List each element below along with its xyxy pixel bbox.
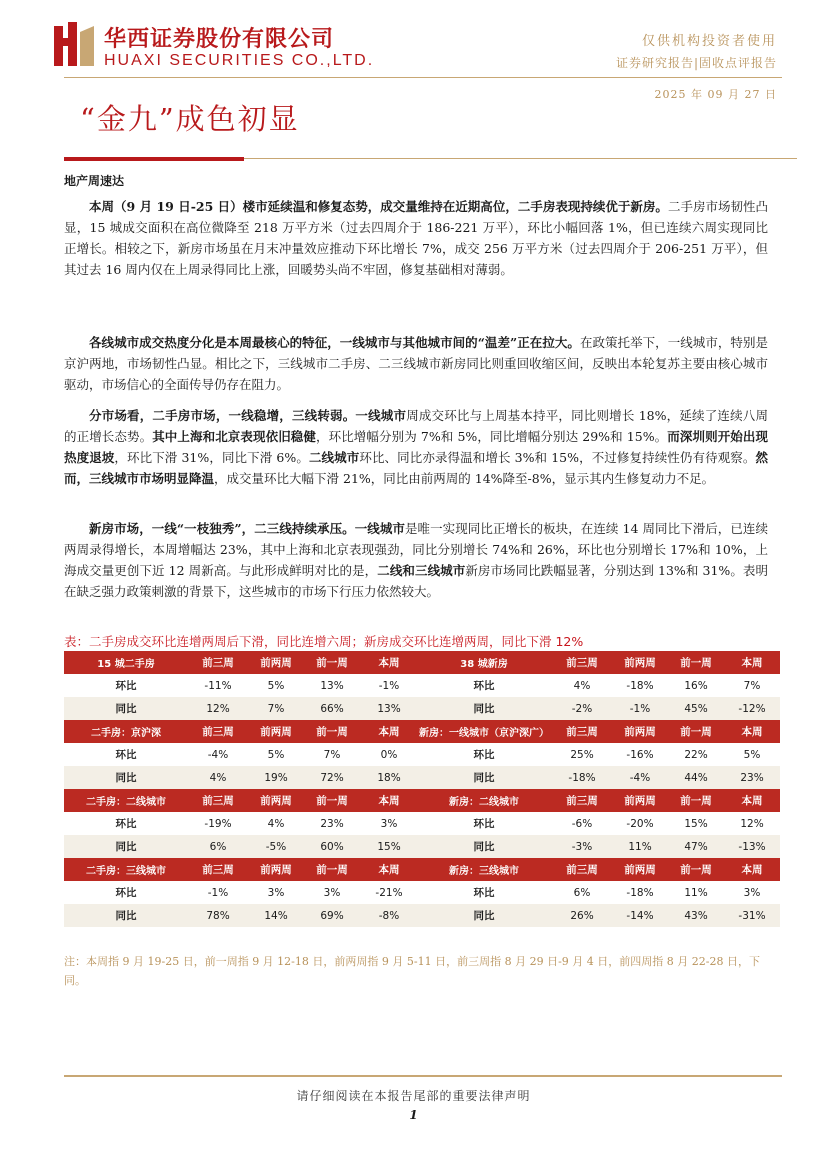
table-header-row (416, 858, 780, 881)
table-cell: 4% (267, 817, 285, 830)
table-cell: -1% (612, 697, 668, 720)
table-row (64, 766, 418, 789)
table-cell: 23% (724, 766, 780, 789)
paragraph-text-run: ，成交量环比大幅下滑 21%，同比由前两周的 14%降至-8%，显示其内生修复动力不足。 (214, 471, 715, 486)
table-header-row (64, 789, 418, 812)
table-row-label: 同比 (416, 697, 552, 720)
table-row-label: 环比 (115, 749, 137, 761)
table-header-row (64, 858, 418, 881)
paragraph-1 (64, 196, 768, 280)
table-period-header: 前两周 (612, 720, 668, 743)
table-row (64, 835, 418, 858)
paragraph-text-run: 二手房市场韧性凸显，15 城成交面积在高位微降至 218 万平方米（过去四周介于 186-221 万平），环比小幅回落 1%，但已连续六周实现同比正增长。相较之下，新房市场虽在月末冲量效应推动下环比增长 7%，成交 256 万平方米（过去四周介于 206-251 万平），但其过去 16 周内仅在上周录得同比上涨，回暖势头尚不牢固，修复基础相对薄弱。 (64, 199, 768, 277)
paragraph-text-run: 本周（9 月 19 日-25 日）楼市延续温和修复态势，成交量维持在近期高位，二手房表现持续优于新房。 (89, 199, 668, 214)
table-period-header: 本周 (360, 858, 418, 881)
company-logo (54, 22, 94, 66)
table-cell: 11% (612, 835, 668, 858)
table-period-header: 前两周 (612, 789, 668, 812)
table-cell: -4% (612, 766, 668, 789)
table-cell: 13% (320, 679, 344, 692)
table-period-header: 前三周 (188, 858, 248, 881)
table-cell: 23% (320, 817, 344, 830)
table-row-label: 环比 (473, 680, 495, 692)
table-row-label: 同比 (416, 766, 552, 789)
table-cell: 13% (360, 697, 418, 720)
table-period-header: 前一周 (304, 720, 360, 743)
table-period-header: 前三周 (188, 789, 248, 812)
table-row-label: 环比 (473, 749, 495, 761)
table-header-row (416, 720, 780, 743)
table-cell: 19% (248, 766, 304, 789)
table-row-label: 环比 (115, 887, 137, 899)
table-cell: 3% (743, 886, 761, 899)
table-cell: -5% (248, 835, 304, 858)
table-period-header: 前一周 (668, 651, 724, 674)
table-period-header: 前三周 (552, 789, 612, 812)
table-period-header: 前两周 (248, 651, 304, 674)
table-cell: -18% (552, 766, 612, 789)
table-period-header: 前三周 (552, 651, 612, 674)
table-cell: 15% (360, 835, 418, 858)
table-cell: 15% (684, 817, 708, 830)
table-cell: -14% (612, 904, 668, 927)
table-period-header: 前一周 (668, 720, 724, 743)
table-cell: -8% (360, 904, 418, 927)
second-hand-table (64, 651, 418, 927)
report-type-label: 证券研究报告|固收点评报告 (615, 56, 777, 70)
table-header-row (64, 651, 418, 674)
table-cell: 16% (684, 679, 708, 692)
report-date: 2025 年 09 月 27 日 (654, 88, 777, 101)
table-cell: -12% (724, 697, 780, 720)
company-name-en: HUAXI SECURITIES CO.,LTD. (104, 52, 375, 69)
paragraph-text-run: 环比、同比亦录得温和增长 3%和 15%，不过修复持续性仍有待观察。 (359, 450, 756, 465)
table-period-header: 本周 (724, 858, 780, 881)
table-cell: 5% (743, 748, 761, 761)
table-cell: -16% (626, 748, 654, 761)
table-row (416, 766, 780, 789)
table-cell: -31% (724, 904, 780, 927)
table-block-title: 15 城二手房 (64, 651, 188, 674)
table-cell: 4% (573, 679, 591, 692)
table-cell: -2% (552, 697, 612, 720)
table-cell: -13% (724, 835, 780, 858)
new-house-table (416, 651, 780, 927)
table-period-header: 前三周 (552, 858, 612, 881)
header-divider (64, 77, 782, 78)
table-cell: 78% (188, 904, 248, 927)
table-cell: 6% (188, 835, 248, 858)
table-cell: 7% (248, 697, 304, 720)
table-row (416, 812, 780, 835)
table-period-header: 本周 (360, 651, 418, 674)
paragraph-text-run: 周成交环比与上周基本持平，同比则增长 18%，延续了连续八周的正增长态势。 (64, 408, 768, 444)
table-cell: -4% (207, 748, 229, 761)
table-cell: 18% (360, 766, 418, 789)
table-cell: 6% (573, 886, 591, 899)
table-period-header: 本周 (724, 789, 780, 812)
table-row (416, 881, 780, 904)
table-row (416, 743, 780, 766)
table-header-row (416, 651, 780, 674)
table-row-label: 环比 (115, 818, 137, 830)
paragraph-text-run: 其中上海和北京表现依旧稳健 (152, 429, 316, 444)
table-cell: 3% (380, 817, 398, 830)
table-cell: 43% (668, 904, 724, 927)
table-block-title: 新房：二线城市 (416, 789, 552, 812)
table-cell: 45% (668, 697, 724, 720)
table-period-header: 前一周 (668, 858, 724, 881)
paragraph-text-run: ，环比下滑 31%，同比下滑 6%。 (114, 450, 309, 465)
paragraph-text-run: 二线城市 (308, 450, 360, 465)
table-period-header: 前三周 (188, 651, 248, 674)
paragraph-text-run: 各线城市成交热度分化是本周最核心的特征，一线城市与其他城市间的“温差”正在拉大。 (89, 335, 580, 350)
table-cell: -1% (378, 679, 400, 692)
audience-label: 仅供机构投资者使用 (641, 34, 777, 49)
title-accent-bar (64, 157, 244, 161)
table-cell: 22% (684, 748, 708, 761)
page-number: 1 (409, 1108, 418, 1122)
table-row-label: 环比 (473, 818, 495, 830)
paragraph-4 (64, 518, 768, 602)
table-cell: 60% (304, 835, 360, 858)
paragraph-text-run: 在政策托举下，一线城市，特别是京沪两地，市场韧性凸显。相比之下，三线城市二手房、二三线城市新房同比则重回收缩区间，反映出本轮复苏主要由核心城市驱动，市场信心的全面传导仍存在阻力。 (64, 335, 768, 392)
footer-disclaimer: 请仔细阅读在本报告尾部的重要法律声明 (296, 1089, 531, 1103)
table-cell: 7% (323, 748, 341, 761)
table-cell: -1% (207, 886, 229, 899)
table-cell: 4% (188, 766, 248, 789)
paragraph-2 (64, 332, 768, 395)
table-period-header: 本周 (724, 651, 780, 674)
table-cell: 3% (323, 886, 341, 899)
paragraph-text-run: 新房市场，一线“一枝独秀”，二三线持续承压。一线城市 (89, 521, 405, 536)
table-cell: 26% (552, 904, 612, 927)
table-header-row (416, 789, 780, 812)
paragraph-text-run: 是唯一实现同比正增长的板块，在连续 14 周同比下滑后，已连续两周录得增长，本周增幅达 23%，其中上海和北京表现强劲，同比分别增长 74%和 26%，环比也分别增长 17%和 10%，上海成交量更创下近 12 周新高。与此形成鲜明对比的是， (64, 521, 768, 578)
table-row-label: 同比 (64, 835, 188, 858)
table-period-header: 前一周 (304, 651, 360, 674)
table-row (416, 835, 780, 858)
table-cell: -18% (626, 886, 654, 899)
table-cell: 66% (304, 697, 360, 720)
table-cell: 47% (668, 835, 724, 858)
footer-divider (64, 1075, 782, 1077)
table-row-label: 环比 (473, 887, 495, 899)
table-block-title: 二手房：京沪深 (64, 720, 188, 743)
table-period-header: 前两周 (612, 858, 668, 881)
table-block-title: 二手房：二线城市 (64, 789, 188, 812)
paragraph-text-run: 分市场看，二手房市场，一线稳增，三线转弱。一线城市 (89, 408, 407, 423)
table-period-header: 前一周 (304, 858, 360, 881)
table-cell: -3% (552, 835, 612, 858)
table-cell: 25% (570, 748, 594, 761)
company-name-cn: 华西证券股份有限公司 (104, 27, 335, 52)
table-cell: -21% (375, 886, 403, 899)
table-caption: 表：二手房成交环比连增两周后下滑，同比连增六周；新房成交环比连增两周，同比下滑 12% (64, 634, 584, 649)
paragraph-text-run: 二线和三线城市 (377, 563, 466, 578)
table-block-title: 新房：三线城市 (416, 858, 552, 881)
table-period-header: 前两周 (248, 720, 304, 743)
table-period-header: 前两周 (248, 858, 304, 881)
report-title: “金九”成色初显 (80, 102, 300, 136)
table-period-header: 前两周 (248, 789, 304, 812)
table-cell: -18% (626, 679, 654, 692)
table-row (416, 697, 780, 720)
table-cell: -11% (204, 679, 232, 692)
paragraph-text-run: 而深圳则开始出现热度退坡 (64, 429, 768, 465)
table-row-label: 同比 (416, 904, 552, 927)
table-period-header: 前三周 (188, 720, 248, 743)
table-period-header: 本周 (360, 789, 418, 812)
table-header-row (64, 720, 418, 743)
table-row (64, 743, 418, 766)
table-cell: -20% (626, 817, 654, 830)
table-block-title: 38 城新房 (416, 651, 552, 674)
table-row (64, 674, 418, 697)
table-period-header: 本周 (724, 720, 780, 743)
table-cell: 7% (743, 679, 761, 692)
table-cell: 5% (267, 679, 285, 692)
table-row (416, 674, 780, 697)
table-row-label: 环比 (115, 680, 137, 692)
table-cell: 72% (304, 766, 360, 789)
table-row (64, 697, 418, 720)
table-period-header: 前一周 (304, 789, 360, 812)
paragraph-text-run: ，环比增幅分别为 7%和 5%，同比增幅分别达 29%和 15%。 (316, 429, 668, 444)
table-period-header: 前一周 (668, 789, 724, 812)
table-block-title: 新房：一线城市（京沪深广） (416, 720, 552, 743)
table-cell: 11% (684, 886, 708, 899)
table-row (64, 812, 418, 835)
table-cell: 3% (267, 886, 285, 899)
table-cell: 12% (188, 697, 248, 720)
table-period-header: 本周 (360, 720, 418, 743)
table-row-label: 同比 (416, 835, 552, 858)
paragraph-text-run: 新房市场同比跌幅显著，分别达到 13%和 31%。表明在缺乏强力政策刺激的背景下，这些城市的市场下行压力依然较大。 (64, 563, 769, 599)
table-cell: -6% (571, 817, 593, 830)
table-cell: -19% (204, 817, 232, 830)
table-row (64, 904, 418, 927)
table-period-header: 前三周 (552, 720, 612, 743)
paragraph-3 (64, 405, 768, 489)
table-cell: 12% (740, 817, 764, 830)
title-divider (244, 158, 797, 159)
table-note: 注：本周指 9 月 19-25 日，前一周指 9 月 12-18 日，前两周指 9 月 5-11 日，前三周指 8 月 29 日-9 月 4 日，前四周指 8 月 22-28 日，下同。 (64, 955, 760, 987)
table-cell: 0% (380, 748, 398, 761)
table-cell: 14% (248, 904, 304, 927)
table-cell: 44% (668, 766, 724, 789)
section-label: 地产周速达 (64, 174, 125, 188)
table-row-label: 同比 (64, 766, 188, 789)
table-row-label: 同比 (64, 697, 188, 720)
table-cell: 69% (304, 904, 360, 927)
table-row (416, 904, 780, 927)
table-row (64, 881, 418, 904)
table-period-header: 前两周 (612, 651, 668, 674)
paragraph-text-run: 然而，三线城市市场明显降温 (64, 450, 768, 486)
table-block-title: 二手房：三线城市 (64, 858, 188, 881)
table-row-label: 同比 (64, 904, 188, 927)
table-cell: 5% (267, 748, 285, 761)
